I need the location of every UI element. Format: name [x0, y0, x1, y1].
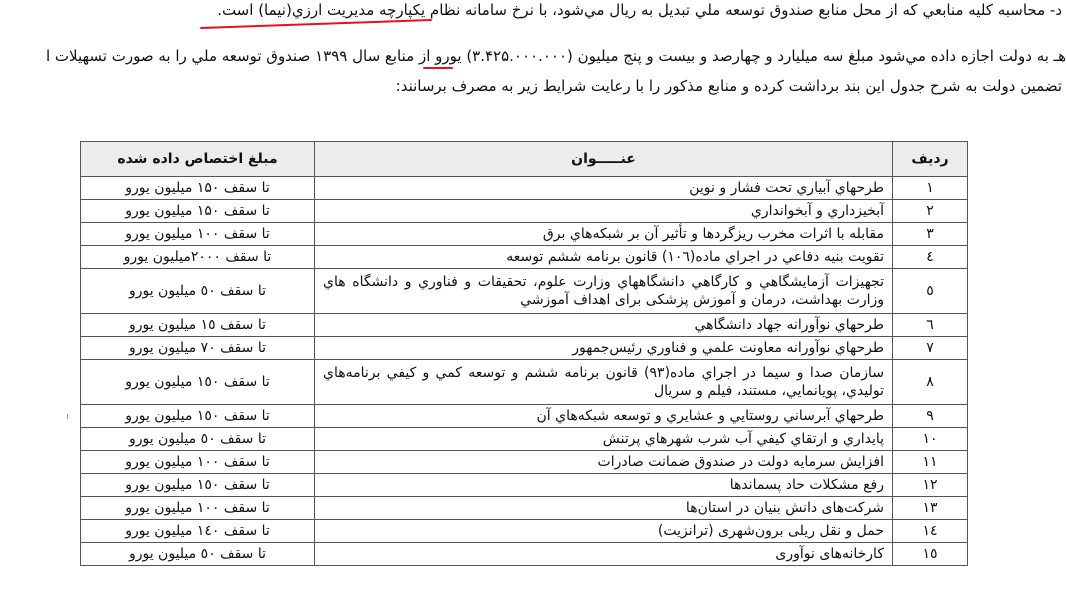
row-title-text: تجهيزات آزمايشگاهي و كارگاهي دانشگاههاي وزارت علوم، تحقيقات و فناوري و دانشگاه هاي وزارت بهداشت، درمان و آموزش پزشکی برای اهداف آموزشي	[323, 274, 884, 308]
row-amount: تا سقف ٥۰ ميليون يورو	[81, 428, 315, 451]
red-underline-nima	[200, 19, 432, 29]
table-row	[81, 497, 968, 520]
row-title: تقويت بنيه دفاعي در اجراي ماده(۱۰٦) قانون برنامه ششم توسعه	[315, 246, 893, 269]
row-amount: تا سقف ۱٥۰ ميليون يورو	[81, 474, 315, 497]
table-row	[81, 177, 968, 200]
row-number: ٥	[893, 269, 968, 314]
row-amount: تا سقف ٥۰ ميليون يورو	[81, 543, 315, 566]
row-number: ۲	[893, 200, 968, 223]
table-row	[81, 246, 968, 269]
row-title: طرحهاي نوآورانه معاونت علمي و فناوري رئيس‌جمهور	[315, 337, 893, 360]
margin-mark	[67, 414, 68, 419]
table-row	[81, 360, 968, 405]
row-title: شرکت‌های دانش بنيان در استان‌ها	[315, 497, 893, 520]
row-title: طرحهاي آبرساني روستايي و عشايري و توسعه شبكه‌هاي آن	[315, 405, 893, 428]
row-number: ۳	[893, 223, 968, 246]
row-number: ۱٤	[893, 520, 968, 543]
row-amount: تا سقف ۷۰ ميليون يورو	[81, 337, 315, 360]
row-amount: تا سقف ٥۰ ميليون يورو	[81, 269, 315, 314]
row-amount: تا سقف ۱۵۰ ميليون يورو	[81, 177, 315, 200]
paragraph-h-line1: هـ به دولت اجازه داده مي‌شود مبلغ سه ميليارد و چهارصد و بيست و پنج ميليون (۳.۴۲۵.۰۰۰.۰۰۰) يورو از منابع سال ۱۳۹۹ صندوق توسعه ملي را به صورت تسهيلات ا	[45, 47, 1066, 65]
row-amount: تا سقف ۲۰۰۰ميليون يورو	[81, 246, 315, 269]
row-title: آبخيزداري و آبخوانداري	[315, 200, 893, 223]
table-row	[81, 428, 968, 451]
row-title: طرحهاي آبياري تحت فشار و نوين	[315, 177, 893, 200]
table-row	[81, 405, 968, 428]
paragraph-d: د- محاسبه کليه منابعي که از محل منابع صندوق توسعه ملي تبديل به ريال مي‌شود، با نرخ سامانه نظام يکپارچه مديريت ارزي(نيما) است.	[217, 1, 1062, 19]
table-row	[81, 269, 968, 314]
header-row-number: رديف	[893, 142, 968, 177]
row-title: مقابله با اثرات مخرب ريزگردها و تأثير آن بر شبكه‌هاي برق	[315, 223, 893, 246]
row-number: ۱	[893, 177, 968, 200]
row-title: افزايش سرمايه دولت در صندوق ضمانت صادرات	[315, 451, 893, 474]
table-row	[81, 223, 968, 246]
table-header-row	[81, 142, 968, 177]
row-number: ۱۳	[893, 497, 968, 520]
table-row	[81, 474, 968, 497]
row-title: طرحهاي نوآورانه جهاد دانشگاهي	[315, 314, 893, 337]
row-title: حمل و نقل ريلی برون‌شهری (ترانزيت)	[315, 520, 893, 543]
table-row	[81, 543, 968, 566]
allocation-table	[80, 141, 968, 566]
row-title	[315, 269, 893, 314]
row-number: ۱۱	[893, 451, 968, 474]
row-number: ۱٥	[893, 543, 968, 566]
table-row	[81, 451, 968, 474]
table-row	[81, 314, 968, 337]
header-title: عنـــــوان	[315, 142, 893, 177]
row-amount: تا سقف ۱٥۰ ميليون يورو	[81, 405, 315, 428]
row-number: ٦	[893, 314, 968, 337]
row-number: ۸	[893, 360, 968, 405]
row-title: پايداري و ارتقاي كيفي آب شرب شهرهاي پرتنش	[315, 428, 893, 451]
row-title: کارخانه‌های نوآوری	[315, 543, 893, 566]
row-title	[315, 360, 893, 405]
row-amount: تا سقف ۱٥ ميليون يورو	[81, 314, 315, 337]
row-title: رفع مشكلات حاد پسماندها	[315, 474, 893, 497]
row-amount: تا سقف ۱۰۰ ميليون يورو	[81, 451, 315, 474]
table-row	[81, 337, 968, 360]
row-number: ۱۰	[893, 428, 968, 451]
red-underline-euro	[423, 67, 453, 69]
row-amount: تا سقف ۱٤۰ ميليون يورو	[81, 520, 315, 543]
table-row	[81, 520, 968, 543]
row-amount: تا سقف ۱۰۰ ميليون يورو	[81, 497, 315, 520]
row-amount: تا سقف ۱۵۰ ميليون يورو	[81, 200, 315, 223]
row-amount: تا سقف ۱۰۰ ميليون يورو	[81, 223, 315, 246]
paragraph-h-line2: تضمين دولت به شرح جدول اين بند برداشت کرده و منابع مذکور را با رعايت شرايط زير به مصرف برسانند:	[395, 77, 1062, 95]
row-number: ٤	[893, 246, 968, 269]
row-number: ۱۲	[893, 474, 968, 497]
row-number: ۷	[893, 337, 968, 360]
header-amount: مبلغ اختصاص داده شده	[81, 142, 315, 177]
row-number: ۹	[893, 405, 968, 428]
row-amount: تا سقف ۱٥۰ ميليون يورو	[81, 360, 315, 405]
table-row	[81, 200, 968, 223]
row-title-text: سازمان صدا و سيما در اجراي ماده(۹۳) قانون برنامه ششم و توسعه كمي و كيفي برنامه‌هاي توليدي، پويانمايي، مستند، فيلم و سريال	[323, 365, 884, 399]
